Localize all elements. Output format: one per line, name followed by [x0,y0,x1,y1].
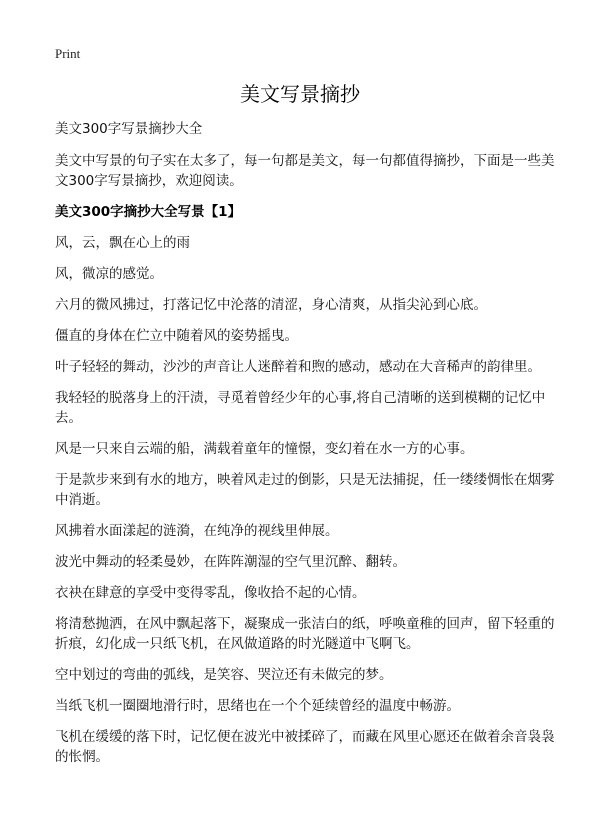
article-intro: 美文中写景的句子实在太多了，每一句都是美文，每一句都值得摘抄，下面是一些美文300字写景摘抄，欢迎阅读。 [55,153,555,189]
article-paragraph: 当纸飞机一圈圈地滑行时，思绪也在一个个延续曾经的温度中畅游。 [55,698,460,714]
article-subtitle: 美文300字写景摘抄大全 [55,121,203,137]
article-paragraph: 叶子轻轻的舞动，沙沙的声音让人迷醉着和煦的感动，感动在大音稀声的韵律里。 [55,359,541,375]
article-paragraph: 于是款步来到有水的地方，映着风走过的倒影，只是无法捕捉，任一缕缕惆怅在烟雾中消逝。 [55,472,555,508]
article-paragraph: 将清愁抛洒，在风中飘起落下，凝聚成一张洁白的纸，呼唤童稚的回声，留下轻重的折痕，幻化成一只纸飞机，在风做道路的时光隧道中飞啊飞。 [55,616,555,652]
article-paragraph: 风，云，飘在心上的雨 [55,235,190,251]
article-paragraph: 风，微凉的感觉。 [55,266,163,282]
article-paragraph: 僵直的身体在伫立中随着风的姿势摇曳。 [55,328,298,344]
article-paragraph: 风是一只来自云端的船，满载着童年的憧憬，变幻着在水一方的心事。 [55,441,474,457]
article-body [55,119,555,778]
article-paragraph: 我轻轻的脱落身上的汗渍，寻觅着曾经少年的心事,将自己清晰的送到模糊的记忆中去。 [55,390,546,426]
article-paragraph: 波光中舞动的轻柔曼妙，在阵阵潮湿的空气里沉醉、翻转。 [55,554,406,570]
article-paragraph: 六月的微风拂过，打落记忆中沦落的清涩，身心清爽，从指尖沁到心底。 [55,297,487,313]
article-paragraph: 飞机在缓缓的落下时，记忆便在波光中被揉碎了，而藏在风里心愿还在做着余音袅袅的怅惘。 [55,729,555,765]
section-heading: 美文300字摘抄大全写景【1】 [55,204,242,220]
article-paragraph: 风拂着水面漾起的涟漪，在纯净的视线里伸展。 [55,523,339,539]
page-title: 美文写景摘抄 [240,82,360,106]
article-paragraph: 衣袂在肆意的享受中变得零乱，像收拾不起的心情。 [55,585,366,601]
print-link[interactable]: Print [55,46,81,61]
article-paragraph: 空中划过的弯曲的弧线，是笑容、哭泣还有未做完的梦。 [55,667,393,683]
